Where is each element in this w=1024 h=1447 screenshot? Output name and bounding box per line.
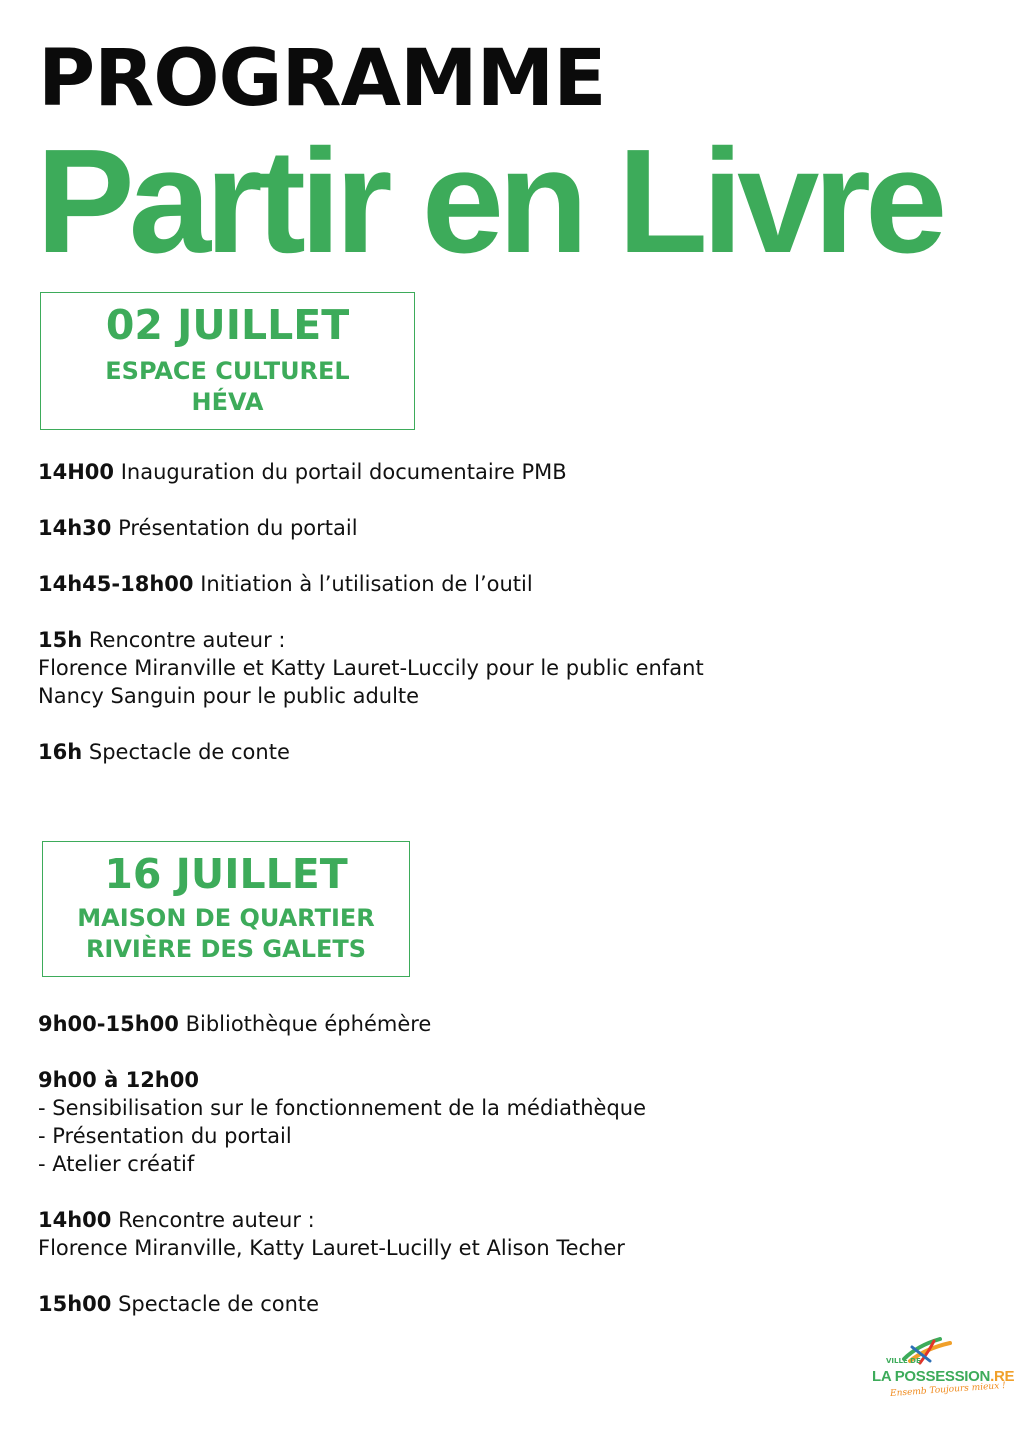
schedule-line xyxy=(38,1066,988,1094)
schedule-text: Inauguration du portail documentaire PMB xyxy=(120,460,567,484)
schedule-item xyxy=(38,1206,988,1262)
event1-venue-line2: HÉVA xyxy=(191,388,264,417)
schedule-text: - Présentation du portail xyxy=(38,1124,292,1148)
event1-date: 02 JUILLET xyxy=(105,301,350,349)
schedule-time: 14h30 xyxy=(38,516,112,540)
event2-schedule xyxy=(38,1010,988,1346)
schedule-line xyxy=(38,1150,988,1178)
schedule-text: Bibliothèque éphémère xyxy=(185,1012,432,1036)
city-logo-ville: VILLE DE xyxy=(886,1357,921,1365)
page-subtitle: Partir en Livre xyxy=(36,119,942,284)
schedule-line xyxy=(38,1094,988,1122)
schedule-text: Spectacle de conte xyxy=(88,740,290,764)
schedule-time: 16h xyxy=(38,740,83,764)
schedule-item xyxy=(38,1290,988,1318)
event2-venue-line2: RIVIÈRE DES GALETS xyxy=(85,935,367,964)
page-title: PROGRAMME xyxy=(38,34,606,124)
schedule-line xyxy=(38,570,988,598)
schedule-text: Florence Miranville et Katty Lauret-Luccily pour le public enfant xyxy=(38,656,704,680)
schedule-line xyxy=(38,654,988,682)
schedule-time: 14h00 xyxy=(38,1208,112,1232)
event1-venue-line1: ESPACE CULTUREL xyxy=(105,357,350,385)
schedule-time: 9h00 à 12h00 xyxy=(38,1068,199,1092)
schedule-text: Nancy Sanguin pour le public adulte xyxy=(38,684,420,708)
city-logo-suffix: .RE xyxy=(990,1368,1015,1385)
schedule-item xyxy=(38,570,988,598)
schedule-time: 15h xyxy=(38,628,83,652)
city-logo-slogan: Ensemb Toujours mieux ! xyxy=(889,1380,1007,1400)
schedule-text: Florence Miranville, Katty Lauret-Lucilly et Alison Techer xyxy=(38,1236,625,1260)
event1-date-box xyxy=(40,292,415,430)
schedule-line xyxy=(38,1234,988,1262)
schedule-item xyxy=(38,458,988,486)
event1-schedule xyxy=(38,458,988,794)
schedule-text: - Sensibilisation sur le fonctionnement de la médiathèque xyxy=(38,1096,647,1120)
schedule-item xyxy=(38,514,988,542)
schedule-line xyxy=(38,682,988,710)
event2-date: 16 JUILLET xyxy=(104,850,348,898)
schedule-text: Rencontre auteur : xyxy=(118,1208,315,1232)
schedule-text: Rencontre auteur : xyxy=(88,628,286,652)
schedule-line xyxy=(38,514,988,542)
city-logo xyxy=(868,1335,1015,1401)
schedule-time: 15h00 xyxy=(38,1292,112,1316)
schedule-item xyxy=(38,626,988,710)
schedule-item xyxy=(38,1010,988,1038)
schedule-line xyxy=(38,458,988,486)
schedule-time: 14h45-18h00 xyxy=(38,572,194,596)
schedule-line xyxy=(38,1206,988,1234)
event2-venue-line1: MAISON DE QUARTIER xyxy=(77,904,375,932)
schedule-text: Initiation à l’utilisation de l’outil xyxy=(200,572,533,596)
schedule-line xyxy=(38,1010,988,1038)
city-logo-name-main: LA POSSESSION xyxy=(872,1368,991,1385)
schedule-line xyxy=(38,626,988,654)
schedule-line xyxy=(38,1122,988,1150)
schedule-item xyxy=(38,738,988,766)
event2-date-box xyxy=(42,841,410,977)
schedule-text: Présentation du portail xyxy=(118,516,358,540)
schedule-line xyxy=(38,738,988,766)
schedule-text: Spectacle de conte xyxy=(118,1292,320,1316)
schedule-time: 9h00-15h00 xyxy=(38,1012,179,1036)
schedule-item xyxy=(38,1066,988,1178)
schedule-text: - Atelier créatif xyxy=(38,1152,195,1176)
schedule-line xyxy=(38,1290,988,1318)
schedule-time: 14H00 xyxy=(38,460,115,484)
